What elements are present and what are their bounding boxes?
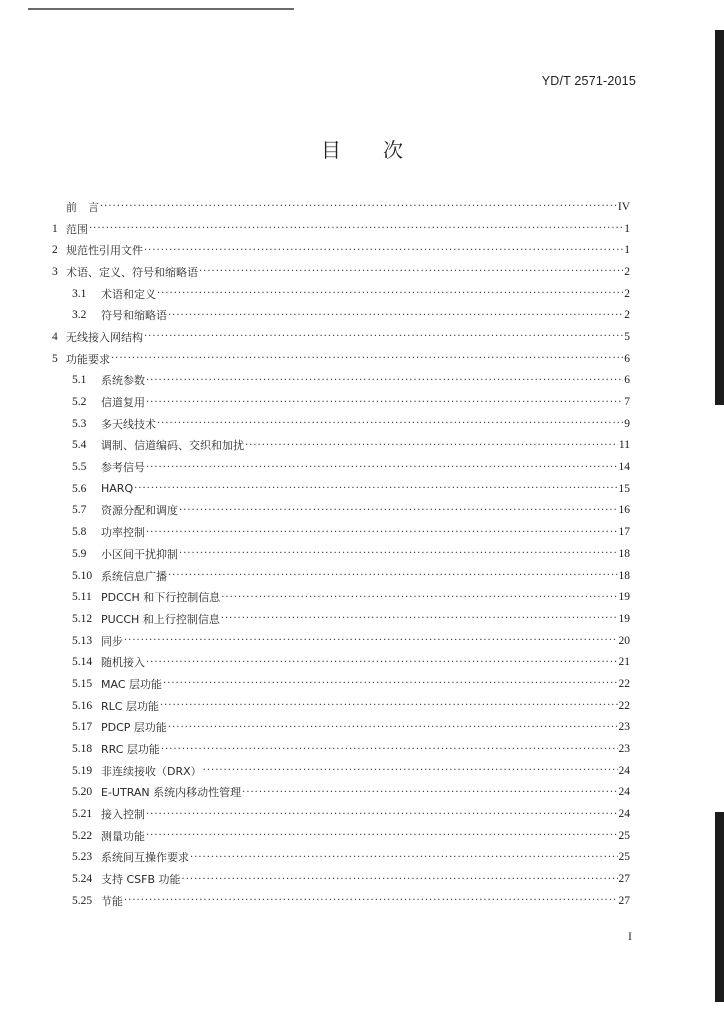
toc-entry-page: 23: [618, 721, 630, 734]
toc-entry[interactable]: [52, 391, 630, 413]
toc-entry-number: 5.15: [72, 677, 93, 690]
toc-entry-title: PDCP 层功能: [101, 721, 167, 735]
toc-entry-number: 5.16: [72, 699, 93, 712]
toc-dot-leader: [179, 505, 618, 516]
toc-entry-page: 22: [618, 677, 630, 690]
toc-entry[interactable]: [52, 413, 630, 435]
toc-entry-title: 节能: [101, 894, 123, 908]
toc-entry-title: 参考信号: [101, 461, 145, 475]
toc-entry-title: 功率控制: [101, 526, 145, 540]
toc-dot-leader: [146, 830, 618, 841]
toc-dot-leader: [242, 787, 617, 798]
toc-entry[interactable]: [52, 608, 630, 630]
toc-entry-title: 范围: [66, 222, 88, 236]
toc-entry-number: 5.14: [72, 656, 93, 669]
toc-entry-title: 接入控制: [101, 808, 145, 822]
toc-entry-page: 1: [624, 244, 630, 257]
toc-dot-leader: [146, 527, 618, 538]
toc-dot-leader: [168, 310, 623, 321]
toc-dot-leader: [146, 657, 618, 668]
toc-dot-leader: [146, 375, 623, 386]
toc-entry[interactable]: [52, 435, 630, 457]
toc-entry-page: 20: [618, 634, 630, 647]
toc-entry-page: 16: [618, 504, 630, 517]
toc-entry[interactable]: [52, 825, 630, 847]
toc-dot-leader: [168, 570, 618, 581]
toc-entry-page: 18: [618, 547, 630, 560]
toc-entry-title: 系统参数: [101, 374, 145, 388]
toc-entry[interactable]: [52, 630, 630, 652]
toc-dot-leader: [203, 765, 618, 776]
toc-entry[interactable]: [52, 478, 630, 500]
toc-entry[interactable]: [52, 803, 630, 825]
toc-dot-leader: [157, 288, 623, 299]
toc-dot-leader: [221, 613, 618, 624]
toc-dot-leader: [111, 353, 623, 364]
toc-entry-page: 2: [624, 309, 630, 322]
toc-entry-title: 规范性引用文件: [66, 244, 143, 258]
toc-entry-title: RLC 层功能: [101, 699, 159, 713]
toc-entry-page: 9: [624, 417, 630, 430]
toc-dot-leader: [168, 722, 618, 733]
toc-entry-page: 22: [618, 699, 630, 712]
toc-entry-page: 27: [618, 873, 630, 886]
toc-dot-leader: [89, 223, 623, 234]
toc-entry-title: 系统信息广播: [101, 569, 167, 583]
toc-dot-leader: [157, 418, 623, 429]
toc-entry[interactable]: [52, 304, 630, 326]
toc-entry-number: 5.1: [72, 374, 87, 387]
toc-entry-number: 5.10: [72, 569, 93, 582]
toc-entry-title: 多天线技术: [101, 417, 156, 431]
toc-dot-leader: [146, 809, 618, 820]
toc-entry[interactable]: [52, 847, 630, 869]
toc-entry-title: 测量功能: [101, 829, 145, 843]
toc-entry-page: 24: [618, 764, 630, 777]
toc-entry-page: 19: [618, 612, 630, 625]
toc-entry-title: RRC 层功能: [101, 743, 160, 757]
toc-entry-number: 1: [52, 222, 58, 235]
toc-entry-page: 25: [618, 851, 630, 864]
toc-entry[interactable]: [52, 565, 630, 587]
toc-entry[interactable]: [52, 218, 630, 240]
toc-entry-page: 24: [618, 786, 630, 799]
toc-entry[interactable]: [52, 695, 630, 717]
toc-entry-number: 5.22: [72, 829, 93, 842]
toc-dot-leader: [161, 744, 618, 755]
toc-entry[interactable]: [52, 239, 630, 261]
toc-entry[interactable]: [52, 760, 630, 782]
toc-entry-title: 符号和缩略语: [101, 309, 167, 323]
toc-entry-page: IV: [617, 200, 630, 213]
toc-entry[interactable]: [52, 196, 630, 218]
toc-entry-number: 5.13: [72, 634, 93, 647]
toc-dot-leader: [146, 462, 618, 473]
toc-entry-number: 5.5: [72, 461, 87, 474]
scan-border-line: [28, 8, 294, 10]
toc-entry-page: 2: [624, 265, 630, 278]
toc-entry[interactable]: [52, 261, 630, 283]
toc-entry-page: 14: [618, 461, 630, 474]
toc-entry-number: 5: [52, 352, 58, 365]
toc-entry[interactable]: [52, 782, 630, 804]
toc-dot-leader: [245, 440, 618, 451]
toc-entry-title: 前 言: [66, 200, 99, 214]
toc-dot-leader: [134, 483, 617, 494]
toc-dot-leader: [179, 548, 618, 559]
toc-entry-title: 无线接入网结构: [66, 330, 143, 344]
toc-dot-leader: [182, 874, 618, 885]
toc-dot-leader: [190, 852, 618, 863]
toc-entry-title: MAC 层功能: [101, 677, 162, 691]
toc-entry-number: 5.17: [72, 721, 93, 734]
toc-entry-title: 功能要求: [66, 352, 110, 366]
toc-entry-title: PUCCH 和上行控制信息: [101, 612, 220, 626]
toc-entry[interactable]: [52, 521, 630, 543]
toc-entry-number: 4: [52, 330, 58, 343]
toc-dot-leader: [124, 635, 618, 646]
toc-entry-number: 3.2: [72, 309, 87, 322]
toc-entry[interactable]: [52, 868, 630, 890]
toc-entry-page: 5: [624, 330, 630, 343]
scan-edge-shadow: [715, 812, 724, 1002]
toc-entry-title: 调制、信道编码、交织和加扰: [101, 439, 244, 453]
toc-entry-number: 5.21: [72, 808, 93, 821]
toc-entry[interactable]: [52, 543, 630, 565]
toc-entry-number: 5.7: [72, 504, 87, 517]
toc-entry-title: 非连续接收（DRX）: [101, 764, 202, 778]
toc-dot-leader: [144, 331, 623, 342]
toc-entry-number: 5.9: [72, 547, 87, 560]
toc-entry-page: 6: [624, 374, 630, 387]
toc-entry-page: 7: [624, 396, 630, 409]
toc-entry-number: 5.4: [72, 439, 87, 452]
toc-dot-leader: [199, 266, 623, 277]
toc-entry-title: 随机接入: [101, 656, 145, 670]
toc-entry[interactable]: [52, 370, 630, 392]
toc-entry-page: 17: [618, 526, 630, 539]
toc-entry-page: 23: [618, 743, 630, 756]
toc-entry-page: 19: [618, 591, 630, 604]
toc-entry-page: 1: [624, 222, 630, 235]
toc-dot-leader: [146, 397, 623, 408]
toc-entry[interactable]: [52, 500, 630, 522]
toc-dot-leader: [124, 895, 618, 906]
toc-entry-title: HARQ: [101, 482, 134, 496]
toc-entry[interactable]: [52, 456, 630, 478]
toc-dot-leader: [144, 245, 623, 256]
toc-entry[interactable]: [52, 326, 630, 348]
toc-entry[interactable]: [52, 717, 630, 739]
toc-entry-number: 5.20: [72, 786, 93, 799]
table-of-contents: [52, 196, 630, 912]
toc-dot-leader: [160, 700, 618, 711]
toc-entry-title: 术语、定义、符号和缩略语: [66, 265, 198, 279]
toc-entry[interactable]: [52, 651, 630, 673]
toc-entry-number: 5.18: [72, 743, 93, 756]
toc-entry-page: 6: [624, 352, 630, 365]
toc-entry-title: PDCCH 和下行控制信息: [101, 591, 221, 605]
scan-edge-shadow: [715, 30, 724, 405]
toc-entry-number: 5.23: [72, 851, 93, 864]
toc-entry-number: 5.12: [72, 612, 93, 625]
toc-entry[interactable]: [52, 586, 630, 608]
toc-entry-title: 同步: [101, 634, 123, 648]
toc-entry[interactable]: [52, 890, 630, 912]
toc-entry-number: 5.8: [72, 526, 87, 539]
toc-entry-title: 支持 CSFB 功能: [101, 873, 181, 887]
toc-entry-page: 27: [618, 894, 630, 907]
toc-dot-leader: [163, 678, 618, 689]
toc-entry[interactable]: [52, 738, 630, 760]
toc-entry-page: 25: [618, 829, 630, 842]
toc-entry-number: 5.6: [72, 482, 87, 495]
toc-entry[interactable]: [52, 348, 630, 370]
page-title: 目次: [321, 138, 445, 162]
toc-entry-number: 3: [52, 265, 58, 278]
toc-entry-number: 5.3: [72, 417, 87, 430]
toc-entry-title: 小区间干扰抑制: [101, 547, 178, 561]
toc-entry[interactable]: [52, 673, 630, 695]
toc-entry-page: 2: [624, 287, 630, 300]
toc-entry-title: 资源分配和调度: [101, 504, 178, 518]
toc-entry-title: 系统间互操作要求: [101, 851, 189, 865]
toc-entry-page: 11: [618, 439, 630, 452]
toc-entry-number: 5.24: [72, 873, 93, 886]
toc-entry-number: 5.19: [72, 764, 93, 777]
toc-entry-page: 21: [618, 656, 630, 669]
toc-dot-leader: [100, 201, 617, 212]
toc-entry-page: 24: [618, 808, 630, 821]
toc-entry-number: 3.1: [72, 287, 87, 300]
toc-entry-page: 18: [618, 569, 630, 582]
toc-entry-number: 5.2: [72, 396, 87, 409]
toc-entry-number: 5.11: [72, 591, 92, 604]
toc-entry-number: 2: [52, 244, 58, 257]
toc-entry-title: 信道复用: [101, 396, 145, 410]
toc-entry-title: 术语和定义: [101, 287, 156, 301]
toc-entry-title: E-UTRAN 系统内移动性管理: [101, 786, 242, 800]
toc-entry[interactable]: [52, 283, 630, 305]
toc-entry-page: 15: [618, 482, 630, 495]
toc-dot-leader: [221, 592, 617, 603]
toc-entry-number: 5.25: [72, 894, 93, 907]
page-number: I: [628, 929, 632, 943]
document-code: YD/T 2571-2015: [541, 74, 636, 88]
